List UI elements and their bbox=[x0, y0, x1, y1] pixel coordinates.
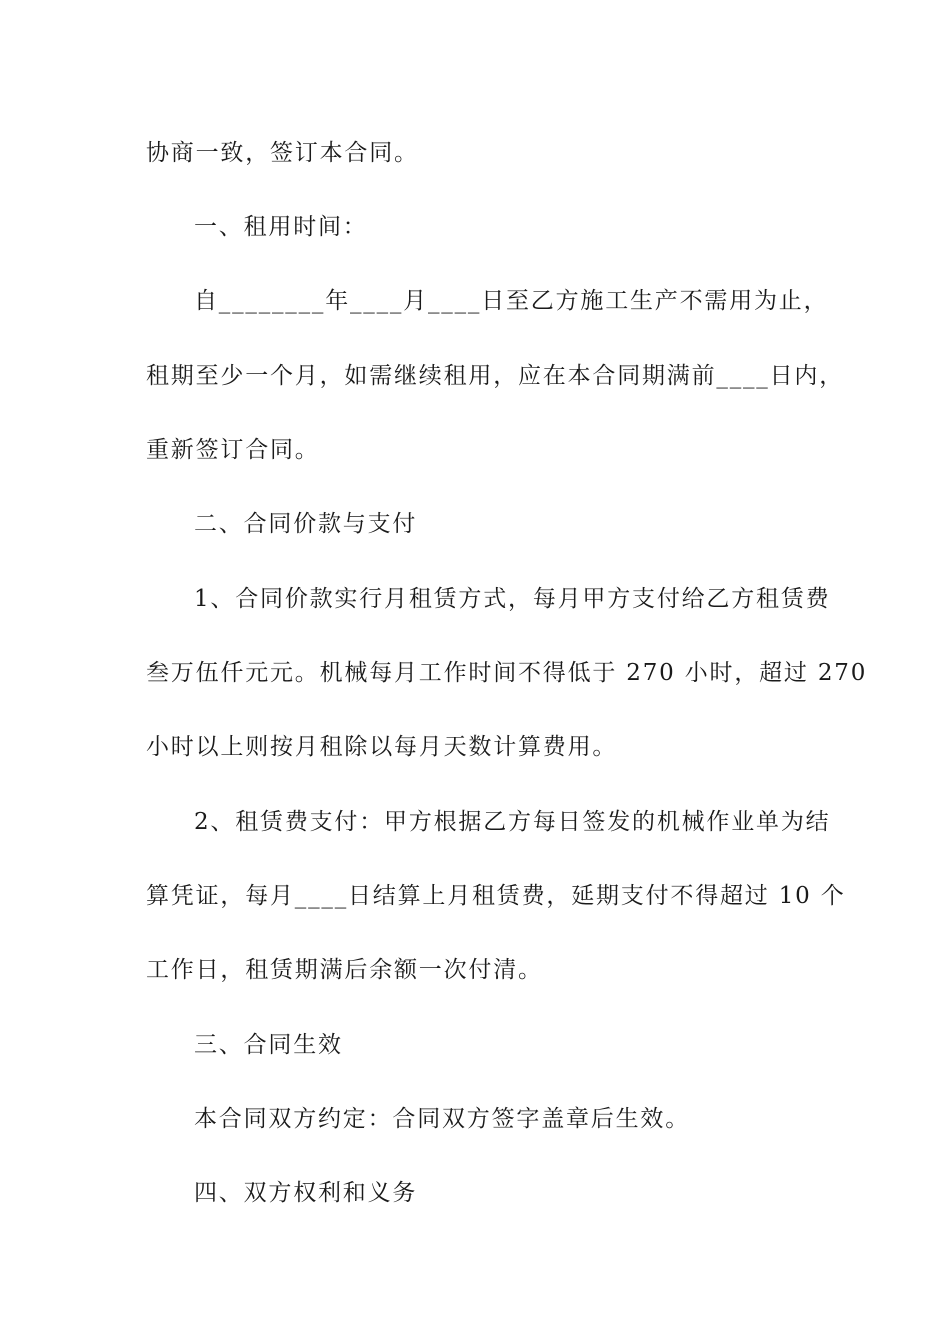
section-heading: 三、合同生效 bbox=[194, 1032, 343, 1058]
text-line: 自________年____月____日至乙方施工生产不需用为止， bbox=[194, 288, 829, 314]
text-line: 重新签订合同。 bbox=[146, 437, 320, 463]
section-heading: 二、合同价款与支付 bbox=[194, 511, 418, 537]
section-heading: 四、双方权利和义务 bbox=[194, 1180, 418, 1206]
text-line: 小时以上则按月租除以每月天数计算费用。 bbox=[146, 734, 618, 760]
text-line: 1、合同价款实行月租赁方式，每月甲方支付给乙方租赁费 bbox=[194, 586, 831, 612]
text-line: 协商一致，签订本合同。 bbox=[146, 140, 419, 166]
text-line: 2、租赁费支付：甲方根据乙方每日签发的机械作业单为结 bbox=[194, 809, 831, 835]
section-heading: 一、租用时间： bbox=[194, 214, 368, 240]
text-line: 算凭证，每月____日结算上月租赁费，延期支付不得超过 10 个 bbox=[146, 883, 846, 909]
text-line: 工作日，租赁期满后余额一次付清。 bbox=[146, 957, 543, 983]
text-line: 租期至少一个月，如需继续租用，应在本合同期满前____日内， bbox=[146, 363, 844, 389]
text-line: 本合同双方约定：合同双方签字盖章后生效。 bbox=[194, 1106, 690, 1132]
text-line: 叁万伍仟元元。机械每月工作时间不得低于 270 小时，超过 270 bbox=[146, 660, 868, 686]
